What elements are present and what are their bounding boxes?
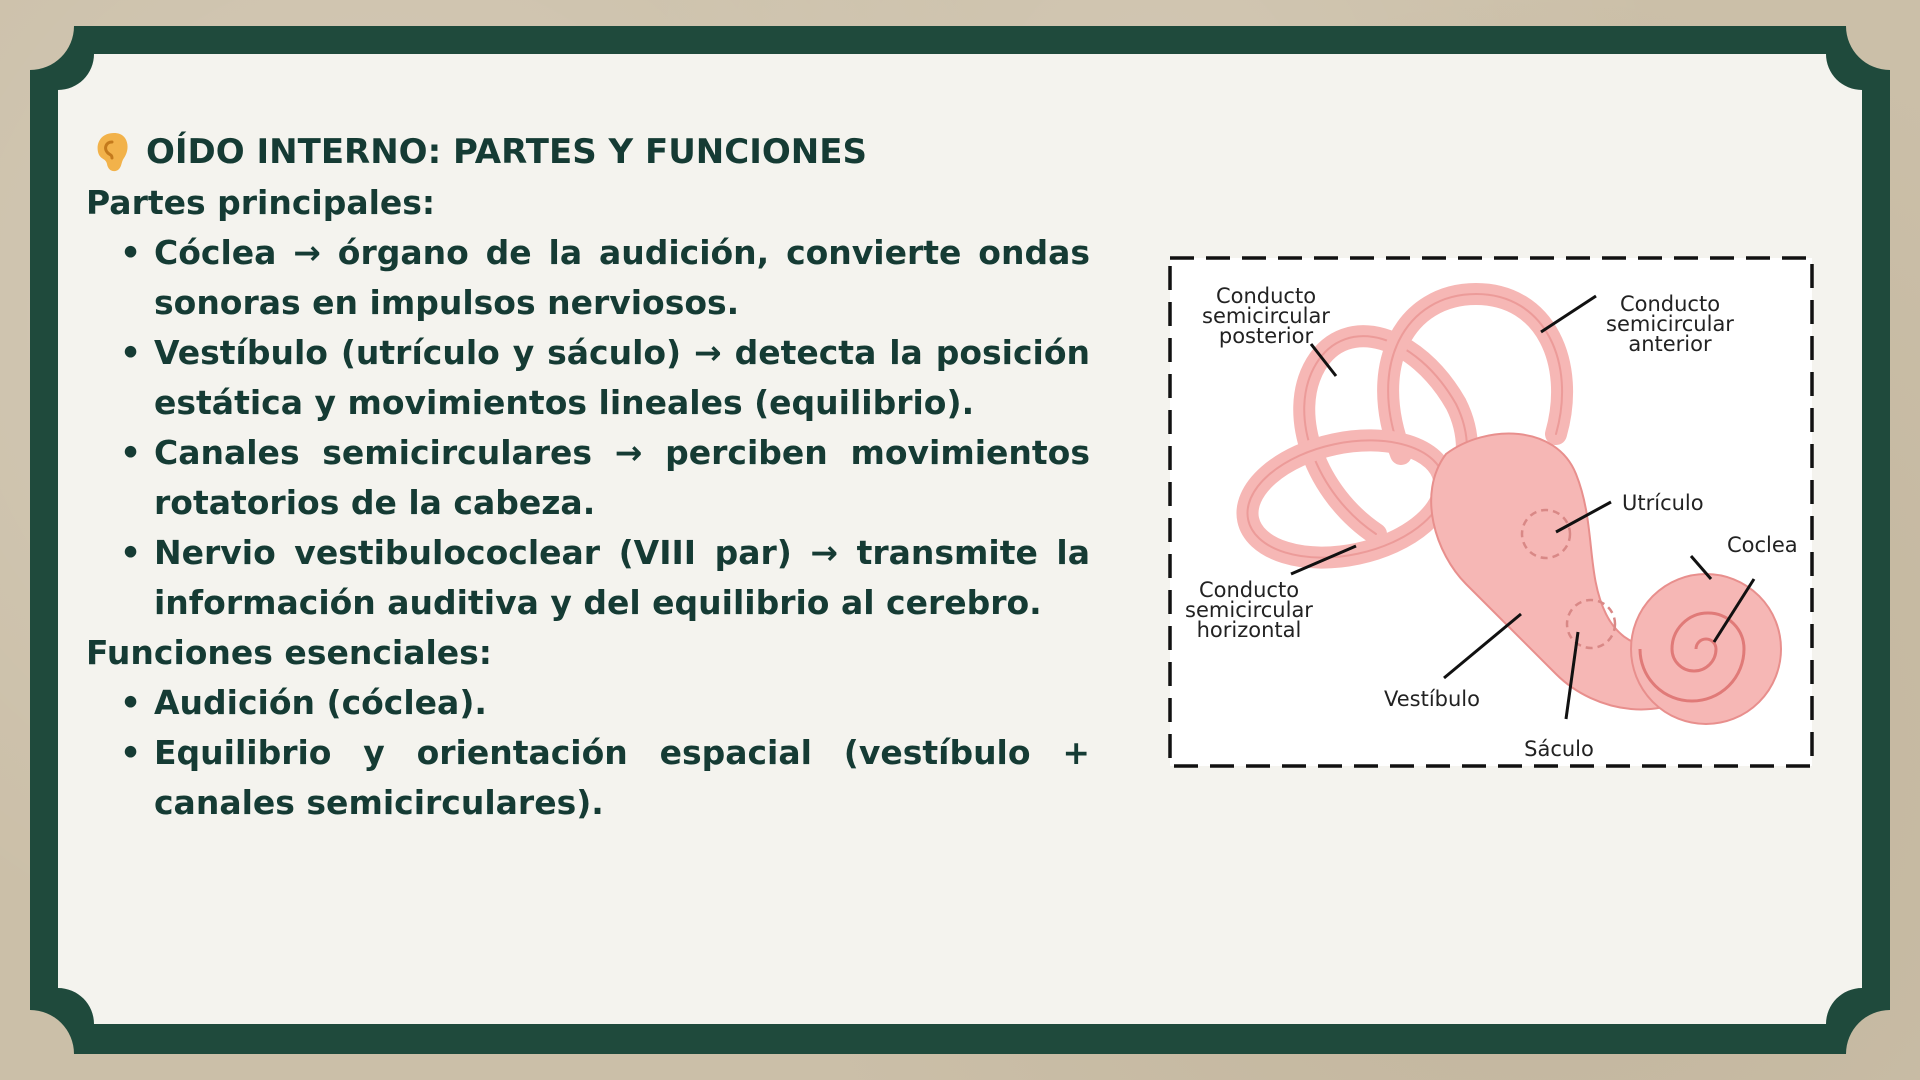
label-horizontal-3: horizontal bbox=[1196, 618, 1302, 642]
text-content bbox=[86, 126, 1090, 828]
list-item bbox=[120, 728, 1090, 828]
list-item bbox=[120, 678, 1090, 728]
inner-ear-diagram bbox=[1166, 254, 1816, 770]
list-item-text: Audición (cóclea). bbox=[154, 683, 487, 722]
title-text: OÍDO INTERNO: PARTES Y FUNCIONES bbox=[146, 132, 867, 172]
label-anterior-2: semicircular bbox=[1606, 312, 1734, 336]
list-item bbox=[120, 428, 1090, 528]
label-saculo: Sáculo bbox=[1524, 737, 1594, 761]
list-item-text: Vestíbulo (utrículo y sáculo) → detecta la posición estática y movimientos lineales (equilibrio). bbox=[154, 333, 1090, 422]
functions-heading: Funciones esenciales: bbox=[86, 633, 493, 672]
label-horizontal-2: semicircular bbox=[1185, 598, 1313, 622]
list-item-text: Canales semicirculares → perciben movimientos rotatorios de la cabeza. bbox=[154, 433, 1090, 522]
label-coclea: Coclea bbox=[1727, 533, 1798, 557]
label-posterior-1: Conducto bbox=[1215, 284, 1317, 308]
list-item bbox=[120, 528, 1090, 628]
label-horizontal-1: Conducto bbox=[1198, 578, 1300, 602]
list-item bbox=[120, 228, 1090, 328]
parts-heading: Partes principales: bbox=[86, 183, 436, 222]
bullet: • bbox=[120, 683, 142, 722]
label-vestibulo: Vestíbulo bbox=[1384, 687, 1480, 711]
slide-title bbox=[92, 126, 1090, 178]
parts-list bbox=[86, 228, 1090, 628]
ear-icon bbox=[92, 130, 132, 174]
bullet: • bbox=[120, 233, 142, 272]
list-item-text: Cóclea → órgano de la audición, convierte ondas sonoras en impulsos nerviosos. bbox=[154, 233, 1090, 322]
bullet: • bbox=[120, 533, 142, 572]
list-item bbox=[120, 328, 1090, 428]
label-posterior-2: semicircular bbox=[1202, 304, 1330, 328]
label-anterior-3: anterior bbox=[1628, 332, 1712, 356]
label-utriculo: Utrículo bbox=[1622, 491, 1704, 515]
list-item-text: Equilibrio y orientación espacial (vestíbulo + canales semicirculares). bbox=[154, 733, 1090, 822]
bullet: • bbox=[120, 333, 142, 372]
list-item-text: Nervio vestibulococlear (VIII par) → transmite la información auditiva y del equilibrio al cerebro. bbox=[154, 533, 1090, 622]
bullet: • bbox=[120, 433, 142, 472]
functions-list bbox=[86, 678, 1090, 828]
label-anterior-1: Conducto bbox=[1619, 292, 1721, 316]
bullet: • bbox=[120, 733, 142, 772]
label-posterior-3: posterior bbox=[1218, 324, 1314, 348]
